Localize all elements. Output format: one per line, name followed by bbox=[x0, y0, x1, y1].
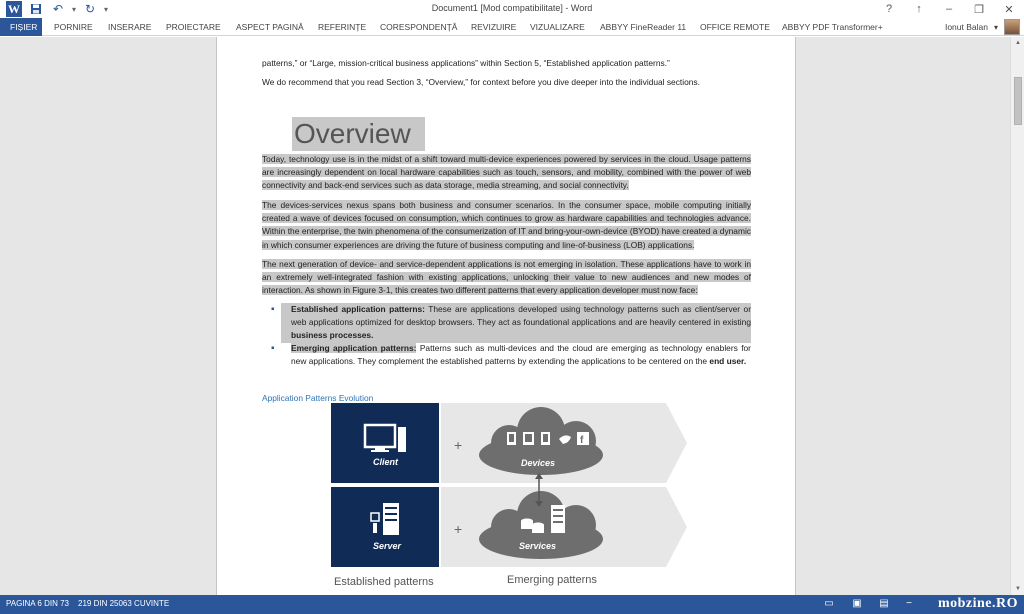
tab-office-remote[interactable]: OFFICE REMOTE bbox=[700, 22, 770, 32]
tab-view[interactable]: VIZUALIZARE bbox=[530, 22, 585, 32]
print-layout-icon[interactable]: ▣ bbox=[852, 598, 862, 609]
intro-paragraph-2: We do recommend that you read Section 3, “Overview,” for context before you dive deeper into the individual sections. bbox=[262, 77, 700, 87]
web-layout-icon[interactable]: ▤ bbox=[879, 598, 889, 609]
intro-paragraph-1: patterns,” or “Large, mission-critical business applications” within Section 5, “Established application patterns.” bbox=[262, 58, 670, 68]
window-controls bbox=[874, 0, 1024, 18]
bullet-1-end: business processes. bbox=[291, 330, 374, 341]
document-page[interactable] bbox=[216, 37, 796, 595]
plus-sign-bottom: + bbox=[454, 521, 463, 537]
services-label: Services bbox=[519, 541, 557, 551]
page-counter[interactable]: PAGINA 6 DIN 73 bbox=[6, 599, 69, 608]
tab-abbyy-finereader[interactable]: ABBYY FineReader 11 bbox=[600, 22, 687, 32]
tab-page-layout[interactable]: ASPECT PAGINĂ bbox=[236, 22, 304, 32]
user-account[interactable] bbox=[945, 18, 1020, 36]
word-logo-icon[interactable]: W bbox=[8, 1, 20, 16]
tab-insert[interactable]: INSERARE bbox=[108, 22, 152, 32]
diagram-graphic bbox=[331, 403, 691, 593]
paragraph-3-text: The next generation of device- and service-dependent applications is not emerging in isolation. These applications have to work in an extremely well-integrated fashion with existing applications, unlocking their value to new audiences and new modes of interaction. As shown in Figure 3-1, this creates two different patterns that every application developer must now face: bbox=[262, 259, 751, 296]
watermark-logo: mobzine.RO bbox=[937, 596, 1018, 611]
application-patterns-diagram bbox=[331, 403, 691, 593]
minimize-button[interactable]: – bbox=[945, 3, 953, 15]
server-label: Server bbox=[373, 541, 402, 551]
help-button[interactable]: ? bbox=[885, 3, 893, 15]
ribbon-display-options-button[interactable]: ↑ bbox=[916, 3, 922, 15]
paragraph-1-text: Today, technology use is in the midst of a shift toward multi-device experiences powered by services in the cloud. Usage patterns are increasingly dependent on local hardware capabilities such as touch, sensors, and mobility, combined with the power of web connectivity and back-end services such as data storage, media streaming, and social connectivity. bbox=[262, 154, 751, 191]
restore-button[interactable]: ❐ bbox=[974, 3, 984, 16]
bullet-1-bold: Established application patterns: bbox=[291, 304, 425, 314]
user-dropdown-icon[interactable]: ▾ bbox=[993, 22, 998, 32]
document-area bbox=[0, 37, 1024, 595]
client-box bbox=[331, 403, 439, 483]
plus-sign-top: + bbox=[454, 437, 463, 453]
user-name[interactable]: Ionut Balan bbox=[944, 22, 988, 32]
bullet-icon: ▪ bbox=[271, 304, 275, 315]
undo-dropdown-icon[interactable]: ▾ bbox=[72, 4, 77, 14]
overview-heading: Overview bbox=[292, 117, 425, 151]
list-item bbox=[271, 342, 751, 368]
bullet-2-text: Patterns such as multi-devices and the cloud are emerging as technology enablers for new applications. They complement the established patterns by extending the applications to be centered on the bbox=[291, 343, 751, 367]
status-bar bbox=[0, 595, 1024, 614]
established-patterns-label: Established patterns bbox=[334, 576, 434, 588]
tab-review[interactable]: REVIZUIRE bbox=[471, 22, 517, 32]
paragraph-1 bbox=[262, 153, 751, 193]
bullet-1-text: These are applications developed using technology patterns such as client/server or web applications optimized for desktop browsers. They act as foundational applications and are heavily centered in existing bbox=[291, 304, 751, 328]
paragraph-2 bbox=[262, 199, 751, 252]
tab-design[interactable]: PROIECTARE bbox=[166, 22, 221, 32]
bullet-2-bold: Emerging application patterns: bbox=[291, 343, 417, 353]
figure-caption: Application Patterns Evolution bbox=[262, 393, 374, 403]
emerging-patterns-label: Emerging patterns bbox=[507, 574, 597, 586]
paragraph-3 bbox=[262, 258, 751, 298]
devices-label: Devices bbox=[521, 458, 556, 468]
paragraph-2-text: The devices-services nexus spans both business and consumer scenarios. In the consumer space, mobile computing initially created a wave of devices focused on consumption, which continues to grow as hardware capabilities and technologies advance. Within the enterprise, the twin phenomena of the consumerization of IT and bring-your-own-device (BYOD) have created a dynamic in which consumer experiences are driving the future of business computing and line-of-business (LOB) applications. bbox=[262, 200, 751, 250]
client-label: Client bbox=[373, 457, 399, 467]
tab-abbyy-pdf-transformer[interactable]: ABBYY PDF Transformer+ bbox=[782, 22, 883, 32]
vertical-scrollbar[interactable] bbox=[1010, 37, 1024, 595]
read-mode-icon[interactable]: ▭ bbox=[824, 598, 834, 609]
bullet-2-content bbox=[281, 342, 751, 368]
tab-home[interactable]: PORNIRE bbox=[54, 22, 93, 32]
undo-icon[interactable]: ↶ bbox=[52, 2, 64, 16]
tab-file[interactable]: FIȘIER bbox=[0, 18, 42, 36]
avatar[interactable] bbox=[1004, 19, 1020, 35]
scroll-down-icon[interactable]: ▼ bbox=[1015, 586, 1021, 592]
svg-text:f: f bbox=[580, 435, 584, 446]
ribbon-tabs bbox=[0, 18, 1024, 36]
tab-mailings[interactable]: CORESPONDENȚĂ bbox=[380, 22, 458, 32]
customize-qat-icon[interactable]: ▾ bbox=[104, 4, 109, 14]
title-bar bbox=[0, 0, 1024, 18]
list-item bbox=[271, 303, 751, 343]
close-button[interactable]: ✕ bbox=[1004, 3, 1014, 16]
bullet-1-content bbox=[281, 303, 751, 343]
scrollbar-thumb[interactable] bbox=[1014, 77, 1022, 125]
bullet-icon: ▪ bbox=[271, 343, 275, 354]
scroll-up-icon[interactable]: ▲ bbox=[1015, 40, 1021, 46]
word-count[interactable]: 219 DIN 25063 CUVINTE bbox=[78, 599, 170, 608]
zoom-out-icon[interactable]: − bbox=[906, 598, 912, 609]
tab-references[interactable]: REFERINȚE bbox=[318, 22, 367, 32]
window-title: Document1 [Mod compatibilitate] - Word bbox=[431, 3, 593, 13]
redo-icon[interactable]: ↻ bbox=[84, 2, 96, 16]
bullet-2-end: end user. bbox=[709, 356, 747, 367]
